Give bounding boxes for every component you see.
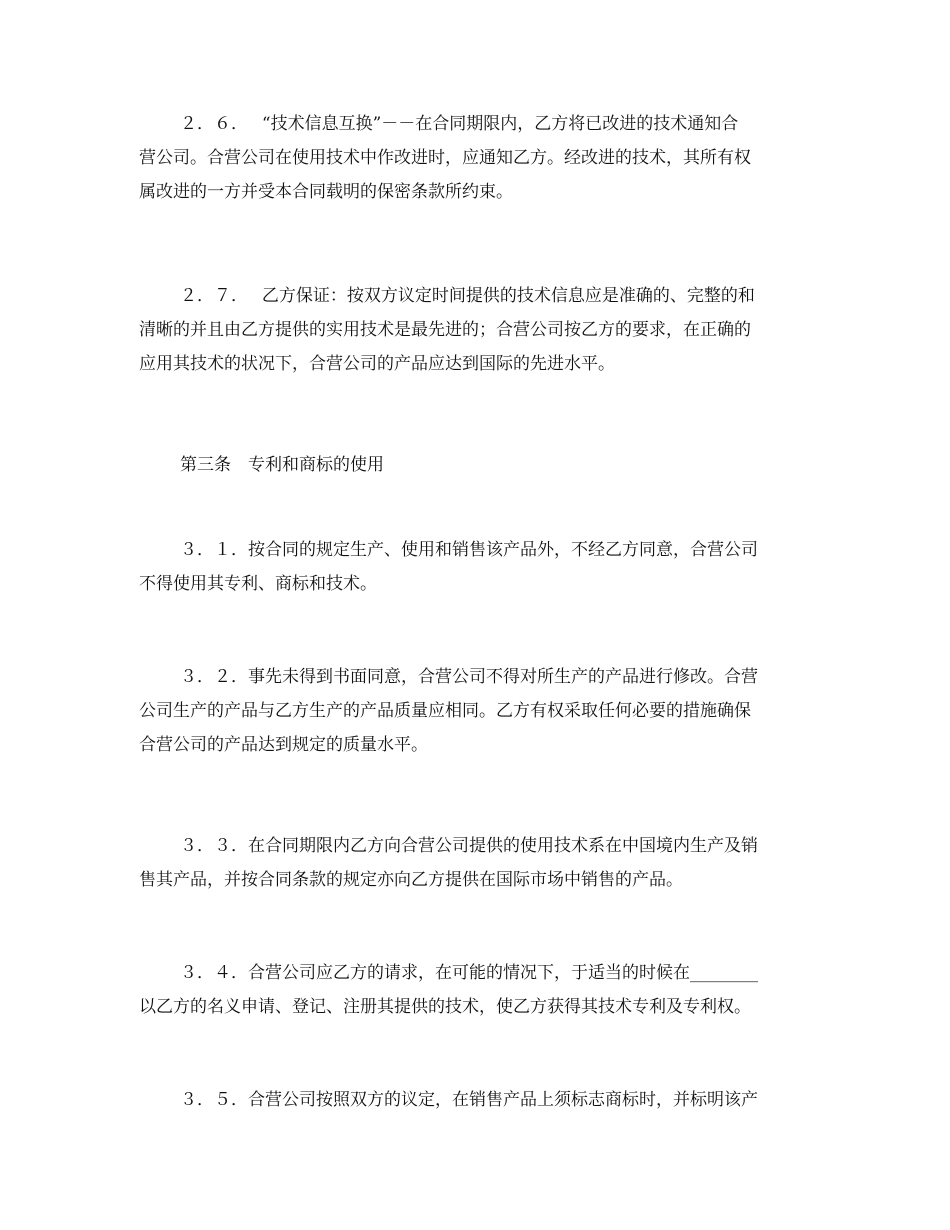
clause-3-4-line-2: 以乙方的名义申请、登记、注册其提供的技术，使乙方获得其技术专利及专利权。 bbox=[139, 997, 751, 1017]
clause-3-1-line-2: 不得使用其专利、商标和技术。 bbox=[139, 574, 377, 594]
clause-2-7 bbox=[139, 279, 815, 381]
clause-2-7-line-2: 清晰的并且由乙方提供的实用技术是最先进的；合营公司按乙方的要求，在正确的 bbox=[139, 320, 751, 340]
clause-2-7-line-1: ２．７． 乙方保证：按双方议定时间提供的技术信息应是准确的、完整的和 bbox=[180, 286, 755, 306]
clause-3-4-line-1: ３．４．合营公司应乙方的请求，在可能的情况下，于适当的时候在________ bbox=[180, 963, 758, 983]
clause-2-7-line-3: 应用其技术的状况下，合营公司的产品应达到国际的先进水平。 bbox=[139, 354, 615, 374]
clause-3-5 bbox=[139, 1083, 815, 1117]
clause-3-1-line-1: ３．１．按合同的规定生产、使用和销售该产品外，不经乙方同意，合营公司 bbox=[180, 540, 758, 560]
clause-2-6 bbox=[139, 107, 815, 209]
clause-2-6-line-2: 营公司。合营公司在使用技术中作改进时，应通知乙方。经改进的技术，其所有权 bbox=[139, 148, 751, 168]
clause-3-5-line-1: ３．５．合营公司按照双方的议定，在销售产品上须标志商标时，并标明该产 bbox=[180, 1090, 758, 1110]
article-3-heading: 第三条 专利和商标的使用 bbox=[180, 455, 384, 475]
clause-3-2-line-1: ３．２．事先未得到书面同意，合营公司不得对所生产的产品进行修改。合营 bbox=[180, 667, 758, 687]
clause-3-1 bbox=[139, 533, 815, 601]
clause-3-3-line-2: 售其产品，并按合同条款的规定亦向乙方提供在国际市场中销售的产品。 bbox=[139, 870, 683, 890]
clause-3-3-line-1: ３．３．在合同期限内乙方向合营公司提供的使用技术系在中国境内生产及销 bbox=[180, 836, 758, 856]
clause-3-2-line-3: 合营公司的产品达到规定的质量水平。 bbox=[139, 735, 428, 755]
clause-3-4 bbox=[139, 956, 815, 1024]
clause-2-6-line-1: ２．６． “技术信息互换”－－在合同期限内，乙方将已改进的技术通知合 bbox=[180, 114, 739, 134]
clause-2-6-line-3: 属改进的一方并受本合同载明的保密条款所约束。 bbox=[139, 182, 513, 202]
clause-3-2 bbox=[139, 660, 815, 762]
clause-3-3 bbox=[139, 829, 815, 897]
clause-3-2-line-2: 公司生产的产品与乙方生产的产品质量应相同。乙方有权采取任何必要的措施确保 bbox=[139, 701, 751, 721]
